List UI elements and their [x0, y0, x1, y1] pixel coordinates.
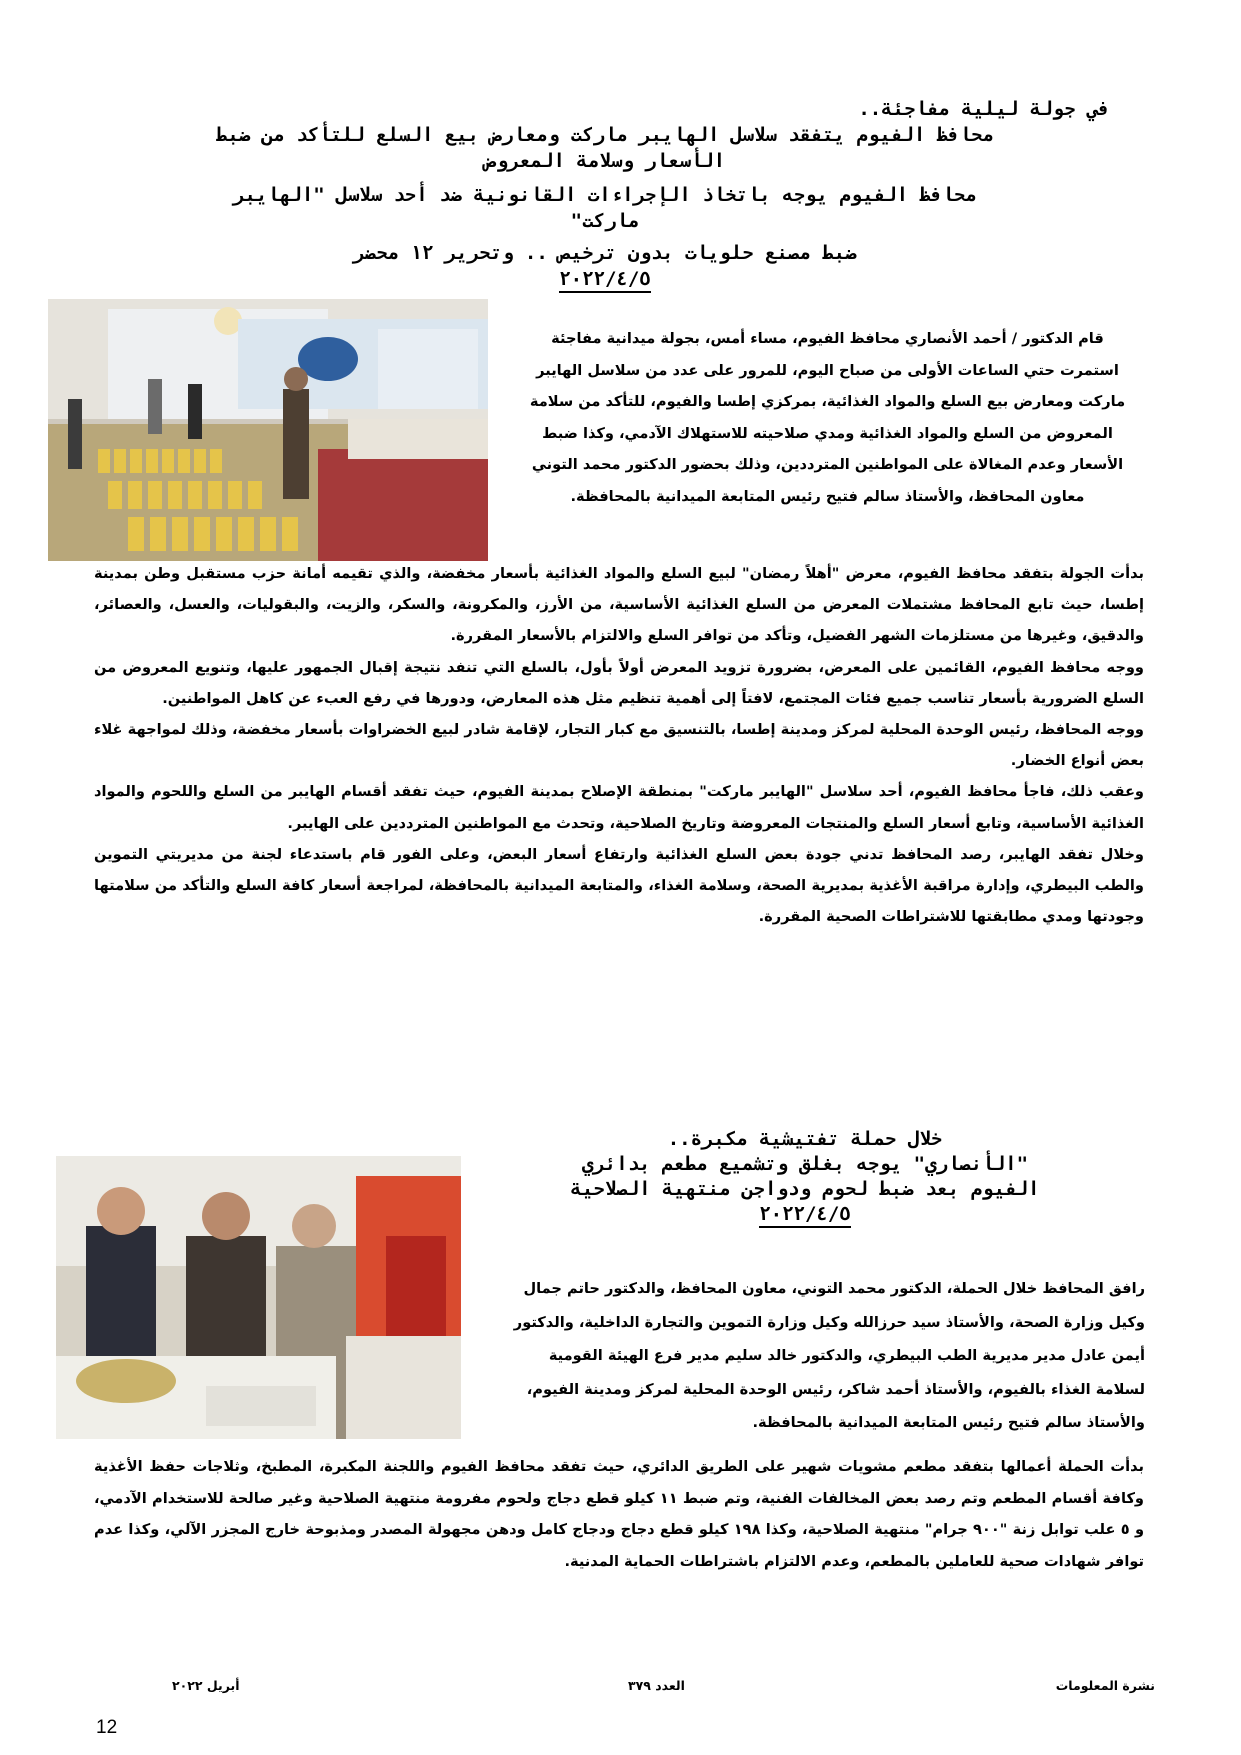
paragraph: وعقب ذلك، فاجأ محافظ الفيوم، أحد سلاسل "الهايبر ماركت" بمنطقة الإصلاح بمدينة الفيوم، حيث تفقد أقسام الهايبر من السلع واللحوم والمواد الغذائية الأساسية، وتابع أسعار السلع والمنتجات المعروضة وتاريخ الصلاحية، وتحدث مع المواطنين المترددين على الهايبر. — [94, 783, 1144, 832]
paragraph: ووجه المحافظ، رئيس الوحدة المحلية لمركز ومدينة إطسا، بالتنسيق مع كبار التجار، لإقامة شادر لبيع الخضراوات بأسعار مخفضة، وذلك لمواجهة غلاء بعض أنواع الخضار. — [94, 721, 1144, 770]
footer-publication: نشرة المعلومات — [1055, 1678, 1155, 1693]
paragraph: بدأت الجولة بتفقد محافظ الفيوم، معرض "أهلاً رمضان" لبيع السلع والمواد الغذائية بأسعار مخفضة، والذي تقيمه أمانة حزب مستقبل وطن بمدينة إطسا، حيث تابع المحافظ مشتملات المعرض من السلع الغذائية الأساسية، من الأرز، والمكرونة، والسكر، والزيت، والبقوليات، والعسل، والعصائر، والدقيق، وغيرها من مستلزمات الشهر الفضيل، وتأكد من توافر السلع والالتزام بالأسعار المقررة. — [94, 565, 1144, 645]
headline-line: الفيوم بعد ضبط لحوم ودواجن منتهية الصلاحية — [570, 1178, 1040, 1200]
article1-intro — [510, 323, 1145, 513]
headline-line: ماركت" — [570, 210, 640, 232]
intro-line: المعروض من السلع والمواد الغذائية ومدي صلاحيته للاستهلاك الآدمي، وكذا ضبط — [542, 424, 1113, 442]
article1-headline — [100, 96, 1110, 293]
headline-line: الأسعار وسلامة المعروض — [484, 150, 726, 172]
intro-line: استمرت حتي الساعات الأولى من صباح اليوم، للمرور على عدد من سلاسل الهايبر — [536, 361, 1119, 379]
article2-headline — [470, 1127, 1140, 1228]
intro-line: الأسعار وعدم المغالاة على المواطنين المترددين، وذلك بحضور الدكتور محمد التوني — [531, 456, 1124, 474]
intro-line: معاون المحافظ، والأستاذ سالم فتيح رئيس المتابعة الميدانية بالمحافظة. — [570, 487, 1085, 505]
headline-line: ضبط مصنع حلويات بدون ترخيص .. وتحرير ١٢ محضر — [353, 242, 857, 264]
intro-line: والأستاذ سالم فتيح رئيس المتابعة الميدانية بالمحافظة. — [752, 1414, 1145, 1432]
headline-line: في جولة ليلية مفاجئة.. — [858, 98, 1110, 120]
article1-body — [94, 558, 1144, 932]
intro-line: لسلامة الغذاء بالفيوم، والأستاذ أحمد شاكر، رئيس الوحدة المحلية لمركز ومدينة الفيوم، — [526, 1380, 1145, 1398]
article2-body — [94, 1451, 1144, 1577]
paragraph: وخلال تفقد الهايبر، رصد المحافظ تدني جودة بعض السلع الغذائية وارتفاع أسعار البعض، وعلى الفور قام باستدعاء لجنة من مديريتي التموين والطب البيطري، وإدارة مراقبة الأغذية بمديرية الصحة، وسلامة الغذاء، والمتابعة الميدانية بالمحافظة، لمراجعة أسعار كافة السلع والتأكد من سلامتها وجودتها ومدي مطابقتها للاشتراطات الصحية المقررة. — [94, 845, 1144, 926]
intro-line: وكيل وزارة الصحة، والأستاذ سيد حرزالله وكيل وزارة التموين والتجارة الداخلية، والدكتور — [513, 1313, 1145, 1331]
headline-line: محافظ الفيوم يتفقد سلاسل الهايبر ماركت ومعارض بيع السلع للتأكد من ضبط — [216, 124, 994, 146]
page-number: 12 — [96, 1717, 118, 1738]
headline-line: خلال حملة تفتيشية مكبرة.. — [667, 1128, 943, 1150]
intro-line: قام الدكتور / أحمد الأنصاري محافظ الفيوم، مساء أمس، بجولة ميدانية مفاجئة — [551, 330, 1104, 347]
article2-date: ٢٠٢٢/٤/٥ — [759, 1202, 851, 1228]
article1-date: ٢٠٢٢/٤/٥ — [559, 267, 651, 293]
restaurant-inspection-photo — [56, 1156, 461, 1439]
paragraph: ووجه محافظ الفيوم، القائمين على المعرض، بضرورة تزويد المعرض أولاً بأول، بالسلع التي تنفد نتيجة إقبال الجمهور عليها، وتنويع المعروض من السلع الضرورية بأسعار تناسب جميع فئات المجتمع، لافتاً إلى أهمية تنظيم مثل هذه المعارض، ودورها في رفع العبء عن كاهل المواطنين. — [94, 658, 1144, 707]
hypermarket-photo — [48, 299, 488, 561]
headline-line: محافظ الفيوم يوجه باتخاذ الإجراءات القانونية ضد أحد سلاسل "الهايبر — [233, 184, 977, 206]
intro-line: رافق المحافظ خلال الحملة، الدكتور محمد التوني، معاون المحافظ، والدكتور حاتم جمال — [523, 1280, 1145, 1297]
article2-intro — [478, 1272, 1145, 1440]
headline-line: "الأنصاري" يوجه بغلق وتشميع مطعم بدائري — [581, 1153, 1029, 1175]
intro-line: ماركت ومعارض بيع السلع والمواد الغذائية، بمركزي إطسا والفيوم، للتأكد من سلامة — [529, 393, 1126, 411]
footer-issue: العدد ٣٧٩ — [628, 1678, 685, 1693]
footer-month: أبريل ٢٠٢٢ — [172, 1678, 240, 1693]
intro-line: أيمن عادل مدير مديرية الطب البيطري، والدكتور خالد سليم مدير فرع الهيئة القومية — [548, 1347, 1145, 1365]
paragraph: بدأت الحملة أعمالها بتفقد مطعم مشويات شهير على الطريق الدائري، حيث تفقد محافظ الفيوم واللجنة المكبرة، المطبخ، وثلاجات حفظ الأغذية وكافة أقسام المطعم وتم رصد بعض المخالفات الفنية، وتم ضبط ١١ كيلو قطع دجاج ولحوم مفرومة منتهية الصلاحية وغير صالحة للاستخدام الآدمي، و ٥ علب توابل زنة "٩٠٠ جرام" منتهية الصلاحية، وكذا ١٩٨ كيلو قطع دجاج ودجاج كامل ودهن مجهولة المصدر ومذبوحة خارج المجزر الآلي، وكذا عدم توافر شهادات صحية للعاملين بالمطعم، وعدم الالتزام باشتراطات الحماية المدنية. — [94, 1458, 1145, 1570]
